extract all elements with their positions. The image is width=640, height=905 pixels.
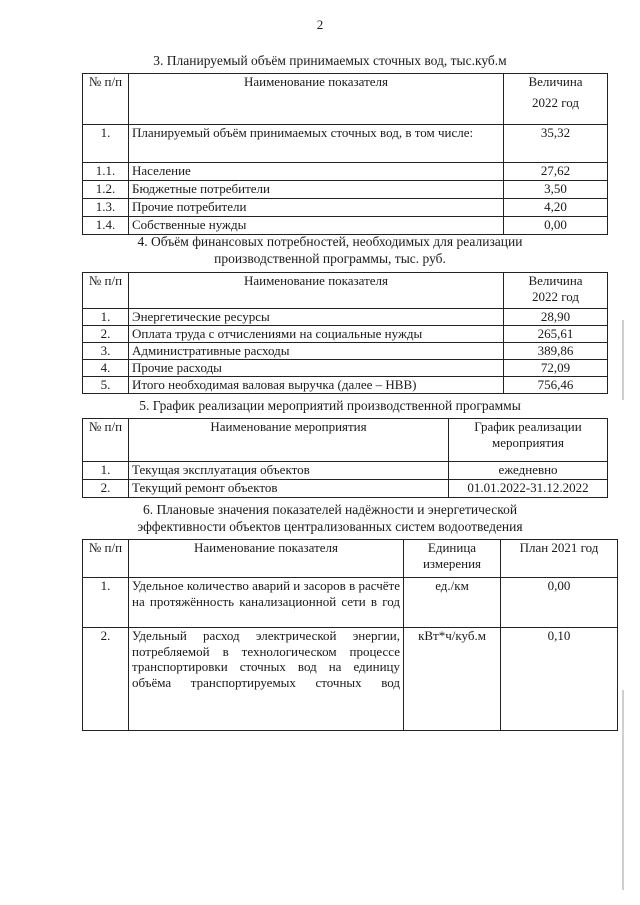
num-header: № п/п (83, 540, 129, 578)
schedule-header: График реализации мероприятия (449, 419, 608, 462)
table-row: 2. Текущий ремонт объектов 01.01.2022-31.12.2022 (83, 480, 608, 498)
table-row: 1. Энергетические ресурсы 28,90 (83, 309, 608, 326)
section4-header-row (83, 273, 608, 309)
table-row: 1.1. Население 27,62 (83, 163, 608, 181)
table-row: 1.4. Собственные нужды 0,00 (83, 217, 608, 235)
table-row: 3. Административные расходы 389,86 (83, 343, 608, 360)
table-row: 1. Планируемый объём принимаемых сточных вод, в том числе: 35,32 (83, 125, 608, 163)
name-header: Наименование показателя (129, 74, 504, 125)
section4-table (82, 272, 608, 394)
value-header: Величина 2022 год (504, 273, 608, 309)
table-row: 1. Удельное количество аварий и засоров в расчёте на протяжённость канализационной сети в год ед./км 0,00 (83, 578, 618, 628)
value-header: Величина 2022 год (504, 74, 608, 125)
num-header: № п/п (83, 273, 129, 309)
table-row: 5. Итого необходимая валовая выручка (далее – НВВ) 756,46 (83, 377, 608, 394)
table-row: 2. Удельный расход электрической энергии, потребляемой в технологическом процессе транспортировки сточных вод на единицу объёма транспортируемых сточных вод кВт*ч/куб.м 0,10 (83, 628, 618, 731)
section6-table (82, 539, 618, 731)
scan-edge-mark (622, 690, 624, 890)
section3-header-row (83, 74, 608, 125)
section6-title: 6. Плановые значения показателей надёжности и энергетической эффективности объектов централизованных систем водоотведения (137, 502, 523, 534)
table-row: 4. Прочие расходы 72,09 (83, 360, 608, 377)
name-header: Наименование показателя (129, 273, 504, 309)
num-header: № п/п (83, 74, 129, 125)
table-row: 1.2. Бюджетные потребители 3,50 (83, 181, 608, 199)
table-row: 1. Текущая эксплуатация объектов ежедневно (83, 462, 608, 480)
plan-header: План 2021 год (501, 540, 618, 578)
section3-title: 3. Планируемый объём принимаемых сточных вод, тыс.куб.м (153, 53, 507, 68)
page-number: 2 (316, 17, 324, 32)
section6-header-row (83, 540, 618, 578)
name-header: Наименование мероприятия (129, 419, 449, 462)
name-header: Наименование показателя (129, 540, 404, 578)
unit-header: Единица измерения (404, 540, 501, 578)
section4-title: 4. Объём финансовых потребностей, необходимых для реализации производственной программы, тыс. руб. (137, 234, 523, 266)
scan-edge-mark (622, 320, 624, 400)
section5-header-row (83, 419, 608, 462)
section3-table (82, 73, 608, 235)
section5-title: 5. График реализации мероприятий производственной программы (139, 398, 521, 413)
table-row: 2. Оплата труда с отчислениями на социальные нужды 265,61 (83, 326, 608, 343)
table-row: 1.3. Прочие потребители 4,20 (83, 199, 608, 217)
section5-table (82, 418, 608, 498)
num-header: № п/п (83, 419, 129, 462)
